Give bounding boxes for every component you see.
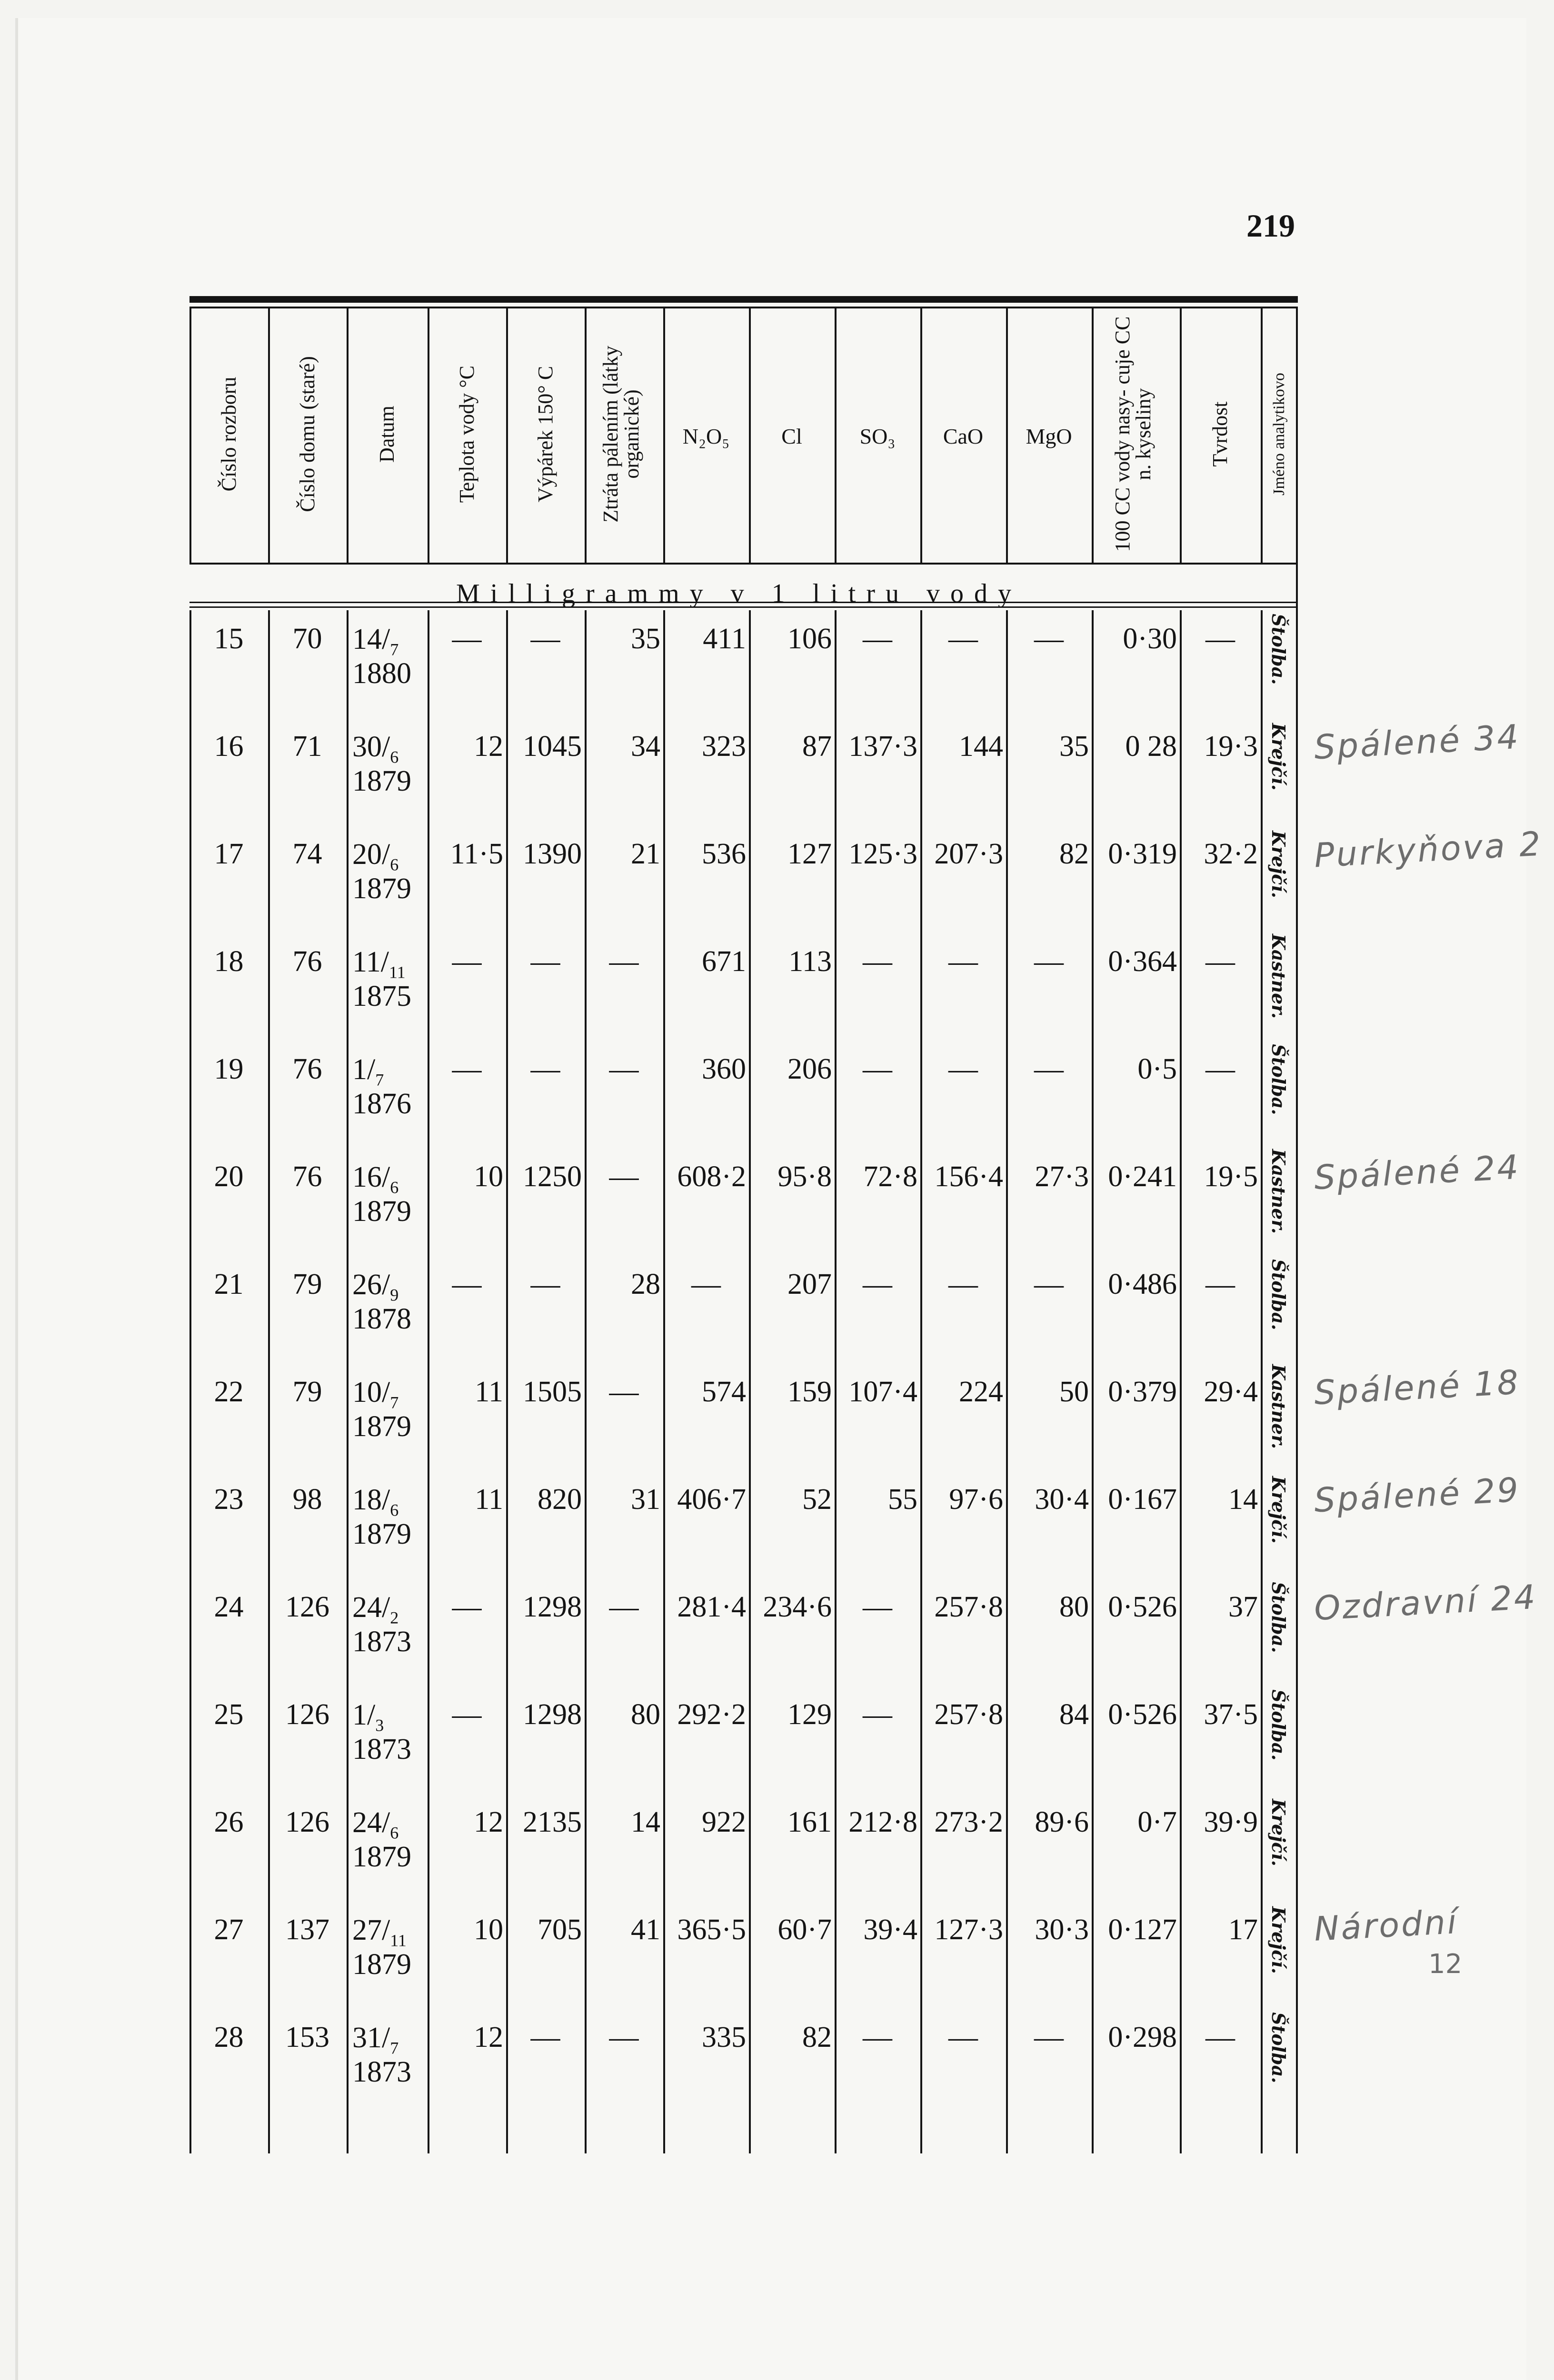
cell-mgo: 27·3: [1035, 1160, 1089, 1193]
column-rule-body-4: [506, 610, 508, 2153]
cell-cao: 207·3: [934, 838, 1003, 870]
cell-residue: 1045: [523, 730, 582, 763]
cell-so3: 107·4: [848, 1376, 917, 1408]
cell-acid: 0·364: [1108, 945, 1177, 978]
cell-so3: 72·8: [863, 1160, 917, 1193]
cell-loss: 28: [631, 1268, 660, 1300]
cell-temp: —: [452, 1591, 482, 1623]
cell-no: 26: [214, 1806, 244, 1838]
cell-temp: 12: [474, 730, 503, 763]
column-header-so3: SO₃: [859, 424, 896, 448]
column-header-residue: Výpárek 150° C: [533, 366, 557, 503]
date-day: 30/: [352, 731, 390, 763]
cell-cao: 127·3: [934, 1914, 1003, 1946]
cell-cao: 257·8: [934, 1591, 1003, 1623]
column-header-no: Číslo rozboru: [217, 377, 240, 492]
cell-loss: —: [609, 1053, 639, 1085]
cell-n2o5: 281·4: [677, 1591, 746, 1623]
date-month: 7: [390, 640, 399, 659]
cell-house: 79: [292, 1268, 322, 1300]
cell-hard: —: [1205, 1268, 1235, 1300]
cell-analyst: Kastner.: [1268, 1364, 1289, 1449]
column-header-cl: Cl: [781, 424, 802, 448]
date-month: 11: [388, 962, 406, 982]
cell-mgo: 30·3: [1035, 1914, 1089, 1946]
cell-cl: 82: [802, 2021, 832, 2053]
cell-no: 28: [214, 2021, 244, 2053]
date-day: 24/: [352, 1591, 390, 1624]
cell-house: 74: [292, 838, 322, 870]
cell-analyst: Kastner.: [1268, 1149, 1289, 1234]
cell-date-year: 1879: [352, 765, 411, 797]
cell-mgo: 89·6: [1035, 1806, 1089, 1838]
cell-n2o5: —: [691, 1268, 721, 1300]
cell-house: 126: [285, 1806, 329, 1838]
handwritten-note: Spálené 24: [1313, 1147, 1521, 1198]
cell-mgo: 84: [1059, 1698, 1089, 1731]
column-header-acid: 100 CC vody nasy- cuje CC n. kyseliny: [1110, 316, 1155, 552]
cell-so3: 39·4: [863, 1914, 917, 1946]
cell-mgo: 35: [1059, 730, 1089, 763]
cell-date-year: 1879: [352, 873, 411, 905]
cell-cl: 52: [802, 1483, 832, 1516]
cell-cl: 60·7: [777, 1914, 832, 1946]
column-rule-header-0: [189, 308, 191, 563]
cell-cao: —: [948, 2021, 978, 2053]
cell-so3: —: [863, 623, 892, 655]
cell-analyst: Štolba.: [1268, 1582, 1289, 1653]
cell-date-year: 1879: [352, 1410, 411, 1443]
cell-cao: —: [948, 623, 978, 655]
cell-analyst: Krejčí.: [1268, 831, 1289, 898]
column-rule-body-1: [268, 610, 270, 2153]
column-rule-header-11: [1092, 308, 1094, 563]
table-right-rule: [1296, 308, 1298, 2153]
cell-mgo: —: [1034, 2021, 1064, 2053]
cell-date-year: 1873: [352, 2056, 411, 2088]
column-rule-body-0: [189, 610, 191, 2153]
date-day: 1/: [352, 1699, 376, 1731]
cell-temp: 11·5: [450, 838, 503, 870]
water-analysis-table: [189, 296, 1298, 2153]
cell-house: 71: [292, 730, 322, 763]
column-header-n2o5: N₂O₅: [682, 424, 730, 448]
cell-cl: 161: [787, 1806, 832, 1838]
cell-analyst: Štolba.: [1268, 2012, 1289, 2083]
date-day: 18/: [352, 1484, 390, 1516]
cell-n2o5: 335: [702, 2021, 746, 2053]
cell-no: 16: [214, 730, 244, 763]
handwritten-note-number: 12: [1428, 1949, 1463, 1980]
cell-cl: 129: [787, 1698, 832, 1731]
cell-loss: —: [609, 2021, 639, 2053]
cell-so3: 55: [888, 1483, 917, 1516]
column-rule-header-2: [347, 308, 349, 563]
cell-temp: —: [452, 1268, 482, 1300]
cell-n2o5: 411: [703, 623, 746, 655]
cell-date-year: 1879: [352, 1195, 411, 1228]
cell-acid: 0·298: [1108, 2021, 1177, 2053]
cell-loss: —: [609, 1160, 639, 1193]
cell-analyst: Kastner.: [1268, 934, 1289, 1019]
cell-date-year: 1880: [352, 657, 411, 690]
date-day: 14/: [352, 623, 390, 655]
cell-no: 27: [214, 1914, 244, 1946]
cell-acid: 0·167: [1108, 1483, 1177, 1516]
cell-cl: 87: [802, 730, 832, 763]
cell-acid: 0·379: [1108, 1376, 1177, 1408]
cell-hard: 17: [1228, 1914, 1258, 1946]
date-month: 6: [390, 747, 399, 767]
cell-hard: —: [1205, 2021, 1235, 2053]
column-rule-body-3: [428, 610, 429, 2153]
cell-house: 126: [285, 1591, 329, 1623]
cell-so3: 137·3: [848, 730, 917, 763]
cell-so3: —: [863, 945, 892, 978]
column-rule-body-2: [347, 610, 349, 2153]
column-header-mgo: MgO: [1026, 424, 1072, 448]
cell-cl: 106: [787, 623, 832, 655]
cell-n2o5: 671: [702, 945, 746, 978]
cell-cao: 224: [959, 1376, 1003, 1408]
cell-no: 17: [214, 838, 244, 870]
cell-date-year: 1875: [352, 980, 411, 1012]
cell-analyst: Krejčí.: [1268, 1476, 1289, 1544]
cell-temp: 10: [474, 1160, 503, 1193]
cell-no: 22: [214, 1376, 244, 1408]
column-header-analyst: Jméno analytikovo: [1270, 373, 1288, 496]
handwritten-note: Spálené 18: [1313, 1362, 1521, 1413]
cell-n2o5: 922: [702, 1806, 746, 1838]
cell-house: 98: [292, 1483, 322, 1516]
date-month: 6: [390, 1500, 399, 1520]
cell-cl: 113: [788, 945, 832, 978]
date-month: 7: [390, 1393, 399, 1412]
cell-loss: 14: [631, 1806, 660, 1838]
cell-loss: 21: [631, 838, 660, 870]
date-month: 3: [375, 1716, 384, 1735]
cell-house: 126: [285, 1698, 329, 1731]
cell-no: 24: [214, 1591, 244, 1623]
cell-hard: 19·5: [1204, 1160, 1258, 1193]
column-rule-header-3: [428, 308, 429, 563]
date-month: 7: [390, 2038, 399, 2058]
cell-loss: —: [609, 1376, 639, 1408]
page-number: 219: [1246, 208, 1295, 244]
cell-hard: 39·9: [1204, 1806, 1258, 1838]
cell-mgo: —: [1034, 623, 1064, 655]
date-month: 11: [390, 1931, 407, 1950]
cell-loss: 31: [631, 1483, 660, 1516]
cell-residue: 705: [538, 1914, 582, 1946]
cell-mgo: —: [1034, 1053, 1064, 1085]
date-day: 16/: [352, 1161, 390, 1193]
units-caption: Milligrammy v 1 litru vody: [456, 579, 1022, 608]
column-rule-header-1: [268, 308, 270, 563]
cell-hard: 14: [1228, 1483, 1258, 1516]
cell-so3: —: [863, 2021, 892, 2053]
cell-acid: 0·486: [1108, 1268, 1177, 1300]
date-day: 1/: [352, 1053, 376, 1086]
cell-no: 21: [214, 1268, 244, 1300]
date-day: 26/: [352, 1269, 390, 1301]
cell-loss: 41: [631, 1914, 660, 1946]
cell-date-year: 1873: [352, 1626, 411, 1658]
column-rule-body-11: [1092, 610, 1094, 2153]
cell-hard: —: [1205, 1053, 1235, 1085]
cell-cl: 206: [787, 1053, 832, 1085]
cell-cl: 159: [787, 1376, 832, 1408]
cell-analyst: Štolba.: [1268, 1259, 1289, 1330]
cell-house: 76: [292, 1053, 322, 1085]
cell-temp: 10: [474, 1914, 503, 1946]
cell-temp: 12: [474, 2021, 503, 2053]
cell-analyst: Štolba.: [1268, 1689, 1289, 1761]
cell-n2o5: 406·7: [677, 1483, 746, 1516]
cell-residue: —: [530, 945, 560, 978]
cell-acid: 0·319: [1108, 838, 1177, 870]
date-day: 11/: [352, 946, 389, 978]
cell-so3: —: [863, 1268, 892, 1300]
column-rule-body-12: [1180, 610, 1182, 2153]
column-header-temp: Teplota vody °C: [455, 365, 478, 503]
cell-analyst: Krejčí.: [1268, 1799, 1289, 1866]
cell-house: 79: [292, 1376, 322, 1408]
date-month: 7: [375, 1070, 384, 1090]
cell-loss: 35: [631, 623, 660, 655]
cell-loss: 34: [631, 730, 660, 763]
cell-n2o5: 365·5: [677, 1914, 746, 1946]
cell-loss: —: [609, 945, 639, 978]
column-header-cao: CaO: [943, 424, 984, 448]
cell-cao: 97·6: [949, 1483, 1003, 1516]
cell-acid: 0·30: [1123, 623, 1177, 655]
column-rule-body-7: [749, 610, 751, 2153]
handwritten-note: Spálené 34: [1313, 717, 1521, 767]
date-month: 2: [390, 1608, 399, 1627]
cell-residue: 1505: [523, 1376, 582, 1408]
cell-residue: 1298: [523, 1591, 582, 1623]
cell-date-year: 1878: [352, 1303, 411, 1335]
handwritten-note: Purkyňova 2: [1313, 824, 1544, 875]
handwritten-note: Spálené 29: [1313, 1470, 1521, 1520]
cell-house: 76: [292, 1160, 322, 1193]
cell-mgo: 80: [1059, 1591, 1089, 1623]
cell-acid: 0·5: [1137, 1053, 1177, 1085]
cell-acid: 0·7: [1137, 1806, 1177, 1838]
cell-date-year: 1876: [352, 1088, 411, 1120]
cell-residue: —: [530, 2021, 560, 2053]
column-header-loss: Ztráta pálením (látky organické): [598, 346, 643, 523]
date-month: 6: [390, 855, 399, 874]
cell-so3: —: [863, 1698, 892, 1731]
cell-date-year: 1879: [352, 1841, 411, 1873]
cell-cao: 144: [959, 730, 1003, 763]
cell-analyst: Štolba.: [1268, 1044, 1289, 1115]
cell-analyst: Krejčí.: [1268, 723, 1289, 791]
cell-temp: —: [452, 1053, 482, 1085]
cell-hard: 32·2: [1204, 838, 1258, 870]
date-day: 31/: [352, 2022, 390, 2054]
cell-acid: 0·526: [1108, 1698, 1177, 1731]
cell-no: 19: [214, 1053, 244, 1085]
cell-cao: 257·8: [934, 1698, 1003, 1731]
cell-date-year: 1879: [352, 1948, 411, 1981]
cell-date-year: 1873: [352, 1733, 411, 1765]
column-rule-body-8: [835, 610, 837, 2153]
cell-temp: 12: [474, 1806, 503, 1838]
column-header-house: Číslo domu (staré): [295, 356, 319, 512]
cell-house: 153: [285, 2021, 329, 2053]
table-top-rule: [189, 296, 1298, 303]
date-month: 6: [390, 1178, 399, 1197]
cell-so3: 212·8: [848, 1806, 917, 1838]
column-rule-body-9: [920, 610, 922, 2153]
date-day: 20/: [352, 838, 390, 871]
cell-cl: 95·8: [777, 1160, 832, 1193]
cell-hard: 37·5: [1204, 1698, 1258, 1731]
column-rule-body-6: [663, 610, 665, 2153]
cell-mgo: —: [1034, 1268, 1064, 1300]
date-month: 6: [390, 1823, 399, 1843]
cell-hard: 29·4: [1204, 1376, 1258, 1408]
column-rule-header-5: [585, 308, 587, 563]
table-top-rule-thin: [189, 307, 1298, 308]
cell-cao: 156·4: [934, 1160, 1003, 1193]
column-rule-header-4: [506, 308, 508, 563]
cell-residue: —: [530, 623, 560, 655]
cell-cao: —: [948, 945, 978, 978]
cell-n2o5: 360: [702, 1053, 746, 1085]
cell-cao: —: [948, 1053, 978, 1085]
cell-residue: 1390: [523, 838, 582, 870]
cell-mgo: 82: [1059, 838, 1089, 870]
date-day: 27/: [352, 1914, 390, 1946]
cell-n2o5: 536: [702, 838, 746, 870]
cell-analyst: Krejčí.: [1268, 1906, 1289, 1974]
cell-acid: 0·526: [1108, 1591, 1177, 1623]
column-rule-body-13: [1261, 610, 1263, 2153]
cell-house: 76: [292, 945, 322, 978]
cell-cl: 127: [787, 838, 832, 870]
cell-analyst: Štolba.: [1268, 614, 1289, 685]
column-header-date: Datum: [375, 406, 398, 463]
column-header-hard: Tvrdost: [1208, 401, 1232, 467]
column-rule-body-10: [1006, 610, 1008, 2153]
cell-no: 15: [214, 623, 244, 655]
cell-residue: —: [530, 1268, 560, 1300]
cell-date-year: 1879: [352, 1518, 411, 1550]
cell-temp: —: [452, 945, 482, 978]
cell-cao: —: [948, 1268, 978, 1300]
cell-loss: 80: [631, 1698, 660, 1731]
cell-hard: 37: [1228, 1591, 1258, 1623]
cell-hard: —: [1205, 945, 1235, 978]
handwritten-note: Národní: [1313, 1902, 1460, 1949]
date-month: 9: [390, 1285, 399, 1305]
cell-so3: 125·3: [848, 838, 917, 870]
cell-residue: 820: [538, 1483, 582, 1516]
cell-temp: 11: [475, 1376, 503, 1408]
cell-residue: 1250: [523, 1160, 582, 1193]
cell-n2o5: 323: [702, 730, 746, 763]
cell-acid: 0 28: [1125, 730, 1177, 763]
cell-house: 70: [292, 623, 322, 655]
cell-residue: —: [530, 1053, 560, 1085]
cell-cl: 207: [787, 1268, 832, 1300]
cell-loss: —: [609, 1591, 639, 1623]
cell-temp: —: [452, 1698, 482, 1731]
cell-residue: 2135: [523, 1806, 582, 1838]
cell-n2o5: 574: [702, 1376, 746, 1408]
date-day: 24/: [352, 1806, 390, 1839]
cell-no: 18: [214, 945, 244, 978]
cell-hard: —: [1205, 623, 1235, 655]
cell-acid: 0·241: [1108, 1160, 1177, 1193]
cell-n2o5: 608·2: [677, 1160, 746, 1193]
cell-n2o5: 292·2: [677, 1698, 746, 1731]
cell-residue: 1298: [523, 1698, 582, 1731]
header-bottom-rule: [189, 563, 1298, 565]
handwritten-note: Ozdravní 24: [1313, 1577, 1538, 1628]
cell-cao: 273·2: [934, 1806, 1003, 1838]
column-rule-body-5: [585, 610, 587, 2153]
cell-so3: —: [863, 1053, 892, 1085]
date-day: 10/: [352, 1376, 390, 1408]
cell-mgo: 50: [1059, 1376, 1089, 1408]
cell-acid: 0·127: [1108, 1914, 1177, 1946]
cell-temp: 11: [475, 1483, 503, 1516]
column-rule-header-12: [1180, 308, 1182, 563]
cell-mgo: 30·4: [1035, 1483, 1089, 1516]
cell-no: 25: [214, 1698, 244, 1731]
cell-temp: —: [452, 623, 482, 655]
cell-house: 137: [285, 1914, 329, 1946]
cell-hard: 19·3: [1204, 730, 1258, 763]
cell-no: 23: [214, 1483, 244, 1516]
cell-cl: 234·6: [763, 1591, 832, 1623]
cell-mgo: —: [1034, 945, 1064, 978]
cell-no: 20: [214, 1160, 244, 1193]
cell-so3: —: [863, 1591, 892, 1623]
